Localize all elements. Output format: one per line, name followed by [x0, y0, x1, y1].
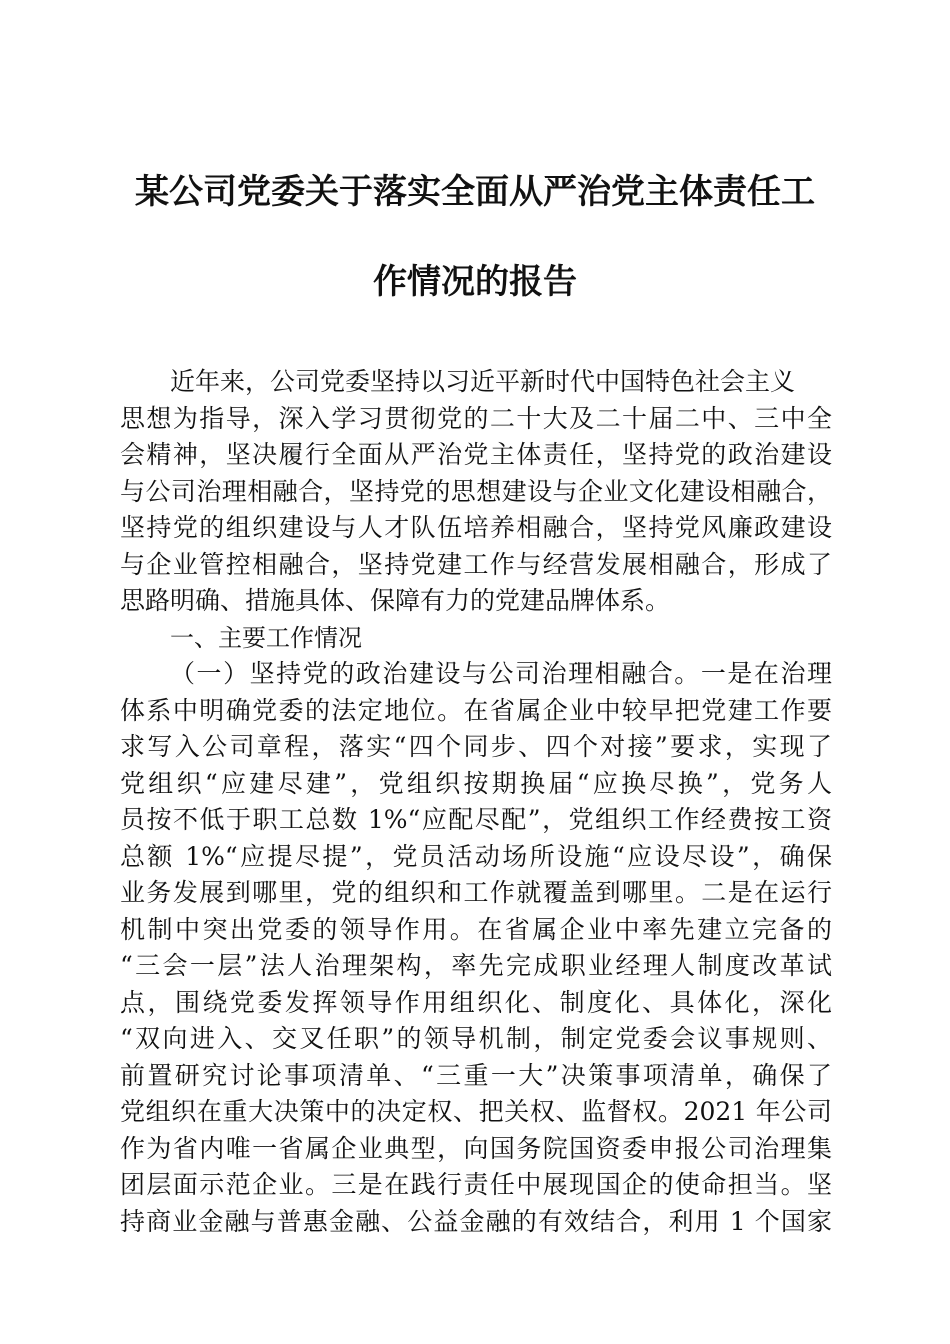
paragraph-line: 求写入公司章程，落实“四个同步、四个对接”要求，实现了	[120, 732, 832, 761]
paragraph-line: 坚持党的组织建设与人才队伍培养相融合，坚持党风廉政建设	[120, 513, 832, 542]
document-body	[120, 364, 832, 1240]
paragraph-line: 思路明确、措施具体、保障有力的党建品牌体系。	[120, 586, 671, 615]
paragraph-line: 与企业管控相融合，坚持党建工作与经营发展相融合，形成了	[120, 549, 832, 579]
paragraph-line: 作为省内唯一省属企业典型，向国务院国资委申报公司治理集	[120, 1133, 832, 1163]
paragraph-line: 总额 1%“应提尽提”，党员活动场所设施“应设尽设”，确保	[120, 841, 832, 871]
paragraph-line: 体系中明确党委的法定地位。在省属企业中较早把党建工作要	[120, 695, 832, 725]
document-title-line-2: 作情况的报告	[373, 262, 577, 302]
paragraph-line: 点，围绕党委发挥领导作用组织化、制度化、具体化，深化	[120, 987, 832, 1017]
subsection-line: （一）坚持党的政治建设与公司治理相融合。一是在治理	[170, 659, 832, 688]
paragraph-line: 业务发展到哪里，党的组织和工作就覆盖到哪里。二是在运行	[120, 878, 832, 907]
paragraph-line: 持商业金融与普惠金融、公益金融的有效结合，利用 1 个国家	[120, 1206, 832, 1236]
section-heading: 一、主要工作情况	[170, 623, 362, 652]
paragraph-line: 前置研究讨论事项清单、“三重一大”决策事项清单，确保了	[120, 1060, 832, 1090]
paragraph-line: 会精神，坚决履行全面从严治党主体责任，坚持党的政治建设	[120, 440, 832, 469]
paragraph-line: 与公司治理相融合，坚持党的思想建设与企业文化建设相融合，	[120, 476, 832, 506]
document-title-line-1: 某公司党委关于落实全面从严治党主体责任工	[135, 172, 815, 212]
paragraph-line: “三会一层”法人治理架构，率先完成职业经理人制度改革试	[120, 951, 832, 980]
paragraph-line: 党组织在重大决策中的决定权、把关权、监督权。2021 年公司	[120, 1097, 832, 1126]
paragraph-line: 近年来，公司党委坚持以习近平新时代中国特色社会主义	[170, 367, 796, 396]
paragraph-line: 思想为指导，深入学习贯彻党的二十大及二十届二中、三中全	[120, 403, 832, 433]
paragraph-line: “双向进入、交叉任职”的领导机制，制定党委会议事规则、	[120, 1024, 832, 1053]
paragraph-line: 员按不低于职工总数 1%“应配尽配”，党组织工作经费按工资	[120, 805, 832, 834]
paragraph-line: 党组织“应建尽建”，党组织按期换届“应换尽换”，党务人	[120, 768, 832, 798]
paragraph-line: 机制中突出党委的领导作用。在省属企业中率先建立完备的	[120, 914, 832, 944]
paragraph-line: 团层面示范企业。三是在践行责任中展现国企的使命担当。坚	[120, 1170, 832, 1199]
